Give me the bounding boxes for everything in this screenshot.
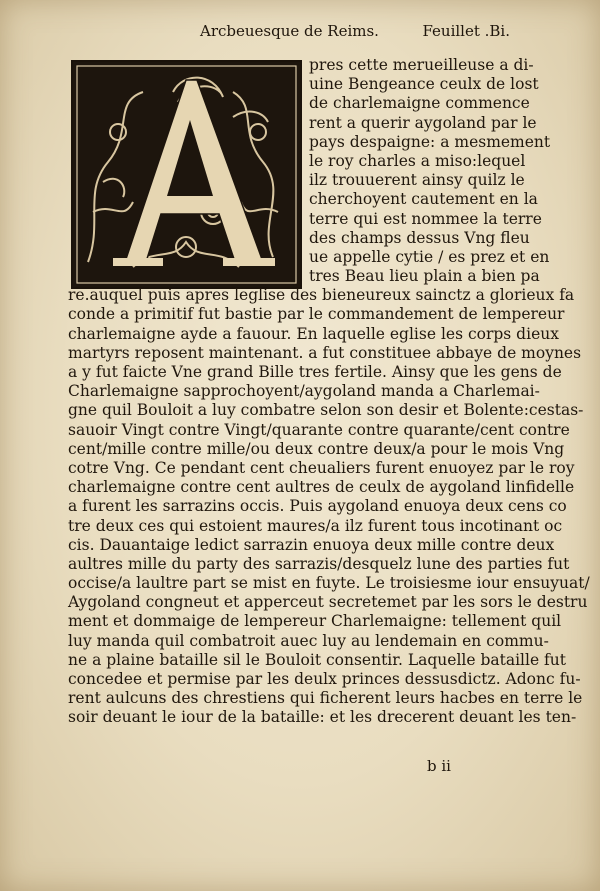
text-line: gne quil Bouloit a luy combatre selon son desir et Bolente:cestas- — [68, 401, 584, 420]
text-line: tre deux ces qui estoient maures/a ilz furent tous incotinant oc — [68, 516, 563, 535]
text-line: pays despaigne: a mesmement — [309, 132, 551, 151]
text-line: aultres mille du party des sarrazis/desquelz lune des parties fut — [68, 554, 570, 573]
text-line: cotre Vng. Ce pendant cent cheualiers furent enuoyez par le roy — [68, 458, 575, 477]
text-line: sauoir Vingt contre Vingt/quarante contre quarante/cent contre — [68, 420, 570, 439]
text-line: soir deuant le iour de la bataille: et les drecerent deuant les ten- — [68, 708, 577, 727]
text-line: cherchoyent cautement en la — [309, 190, 538, 209]
text-line: le roy charles a miso:lequel — [309, 151, 526, 170]
text-line: cent/mille contre mille/ou deux contre deux/a pour le mois Vng — [68, 439, 565, 458]
running-title: Arcbeuesque de Reims. — [200, 22, 379, 40]
text-line: re.auquel puis apres leglise des bieneureux sainctz a glorieux fa — [68, 286, 575, 305]
text-line: conde a primitif fut bastie par le commandement de lempereur — [68, 305, 565, 324]
text-line: de charlemaigne commence — [309, 94, 530, 113]
body-text — [68, 56, 590, 728]
text-line: cis. Dauantaige ledict sarrazin enuoya deux mille contre deux — [68, 535, 555, 554]
text-line: occise/a laultre part se mist en fuyte. Le troisiesme iour ensuyuat/ — [68, 574, 590, 593]
text-line: ue appelle cytie / es prez et en — [309, 247, 550, 266]
text-line: ne a plaine bataille sil le Bouloit consentir. Laquelle bataille fut — [68, 650, 567, 669]
text-line: Aygoland congneut et apperceut secretemet par les sors le destru — [68, 593, 588, 612]
signature-mark: b ii — [427, 757, 451, 775]
text-line: terre qui est nommee la terre — [309, 209, 542, 228]
text-line: rent aulcuns des chrestiens qui ficherent leurs hacbes en terre le — [68, 689, 583, 708]
text-line: pres cette merueilleuse a di- — [309, 56, 534, 74]
text-line: tres Beau lieu plain a bien pa — [309, 267, 540, 286]
text-line: des champs dessus Vng fleu — [309, 228, 530, 247]
text-line: concedee et permise par les deulx princes dessusdictz. Adonc fu- — [68, 670, 581, 688]
text-line: rent a querir aygoland par le — [309, 113, 537, 132]
folio-number: Feuillet .Bi. — [422, 22, 510, 40]
text-line: uine Bengeance ceulx de lost — [309, 75, 539, 94]
text-line: charlemaigne ayde a fauour. En laquelle eglise les corps dieux — [68, 324, 559, 343]
text-line: luy manda quil combatroit auec luy au lendemain en commu- — [68, 631, 549, 650]
text-line: a y fut faicte Vne grand Bille tres fertile. Ainsy que les gens de — [68, 363, 562, 381]
text-line: charlemaigne contre cent aultres de ceulx de aygoland linfidelle — [68, 478, 575, 497]
text-line: a furent les sarrazins occis. Puis aygoland enuoya deux cens co — [68, 497, 567, 516]
text-line: ilz trouuerent ainsy quilz le — [309, 171, 525, 190]
running-header — [200, 22, 510, 40]
text-line: ment et dommaige de lempereur Charlemaigne: tellement quil — [68, 612, 562, 631]
text-line: Charlemaigne sapprochoyent/aygoland manda a Charlemai- — [68, 382, 540, 401]
text-line: martyrs reposent maintenant. a fut constituee abbaye de moynes — [68, 343, 582, 362]
